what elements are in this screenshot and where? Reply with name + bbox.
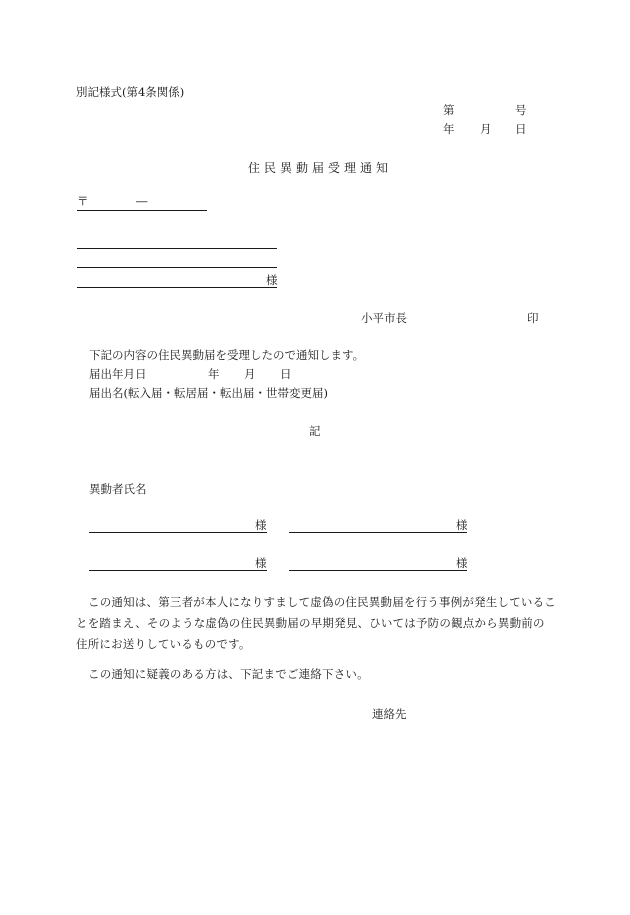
inquiry-paragraph: この通知に疑義のある方は、下記までご連絡下さい。 [88,667,369,681]
notification-type: 届出名(転入届・転居届・転出届・世帯変更届) [89,386,328,400]
intro-line: 下記の内容の住民異動届を受理したので通知します。 [89,348,365,362]
person-4-line [289,570,467,571]
notice-paragraph: この通知は、第三者が本人になりすまして虚偽の住民異動届を行う事例が発生していることを踏まえ、そのような虚偽の住民異動届の早期発見、ひいては予防の観点から異動前の住所にお送りしているものです。 [76,595,556,651]
person-2-line [289,532,467,533]
person-1-line [89,532,267,533]
date-day: 日 [280,367,292,381]
address-line-1 [77,248,277,249]
person-4-honorific: 様 [456,556,468,570]
person-2-honorific: 様 [456,518,468,532]
recipient-name-line [77,287,277,288]
postal-code-line [77,210,207,211]
postal-mark: 〒 [77,194,89,208]
header-year: 年 [443,122,455,136]
persons-label: 異動者氏名 [89,482,147,496]
contact-label: 連絡先 [372,707,407,721]
sender-name: 小平市長 [361,311,407,325]
form-label: 別記様式(第4条関係) [76,85,185,99]
postal-dash: ― [136,194,148,208]
document-title: 住民異動届受理通知 [248,161,393,175]
person-3-line [89,570,267,571]
number-prefix: 第 [443,103,455,117]
address-line-2 [77,267,277,268]
date-year: 年 [208,367,220,381]
seal-mark: 印 [527,311,539,325]
header-month: 月 [480,122,492,136]
date-month: 月 [244,367,256,381]
person-3-honorific: 様 [255,556,267,570]
recipient-honorific: 様 [266,273,278,287]
person-1-honorific: 様 [255,518,267,532]
number-suffix: 号 [515,103,527,117]
ki-mark: 記 [309,424,321,438]
header-day: 日 [515,122,527,136]
date-label: 届出年月日 [89,367,147,381]
